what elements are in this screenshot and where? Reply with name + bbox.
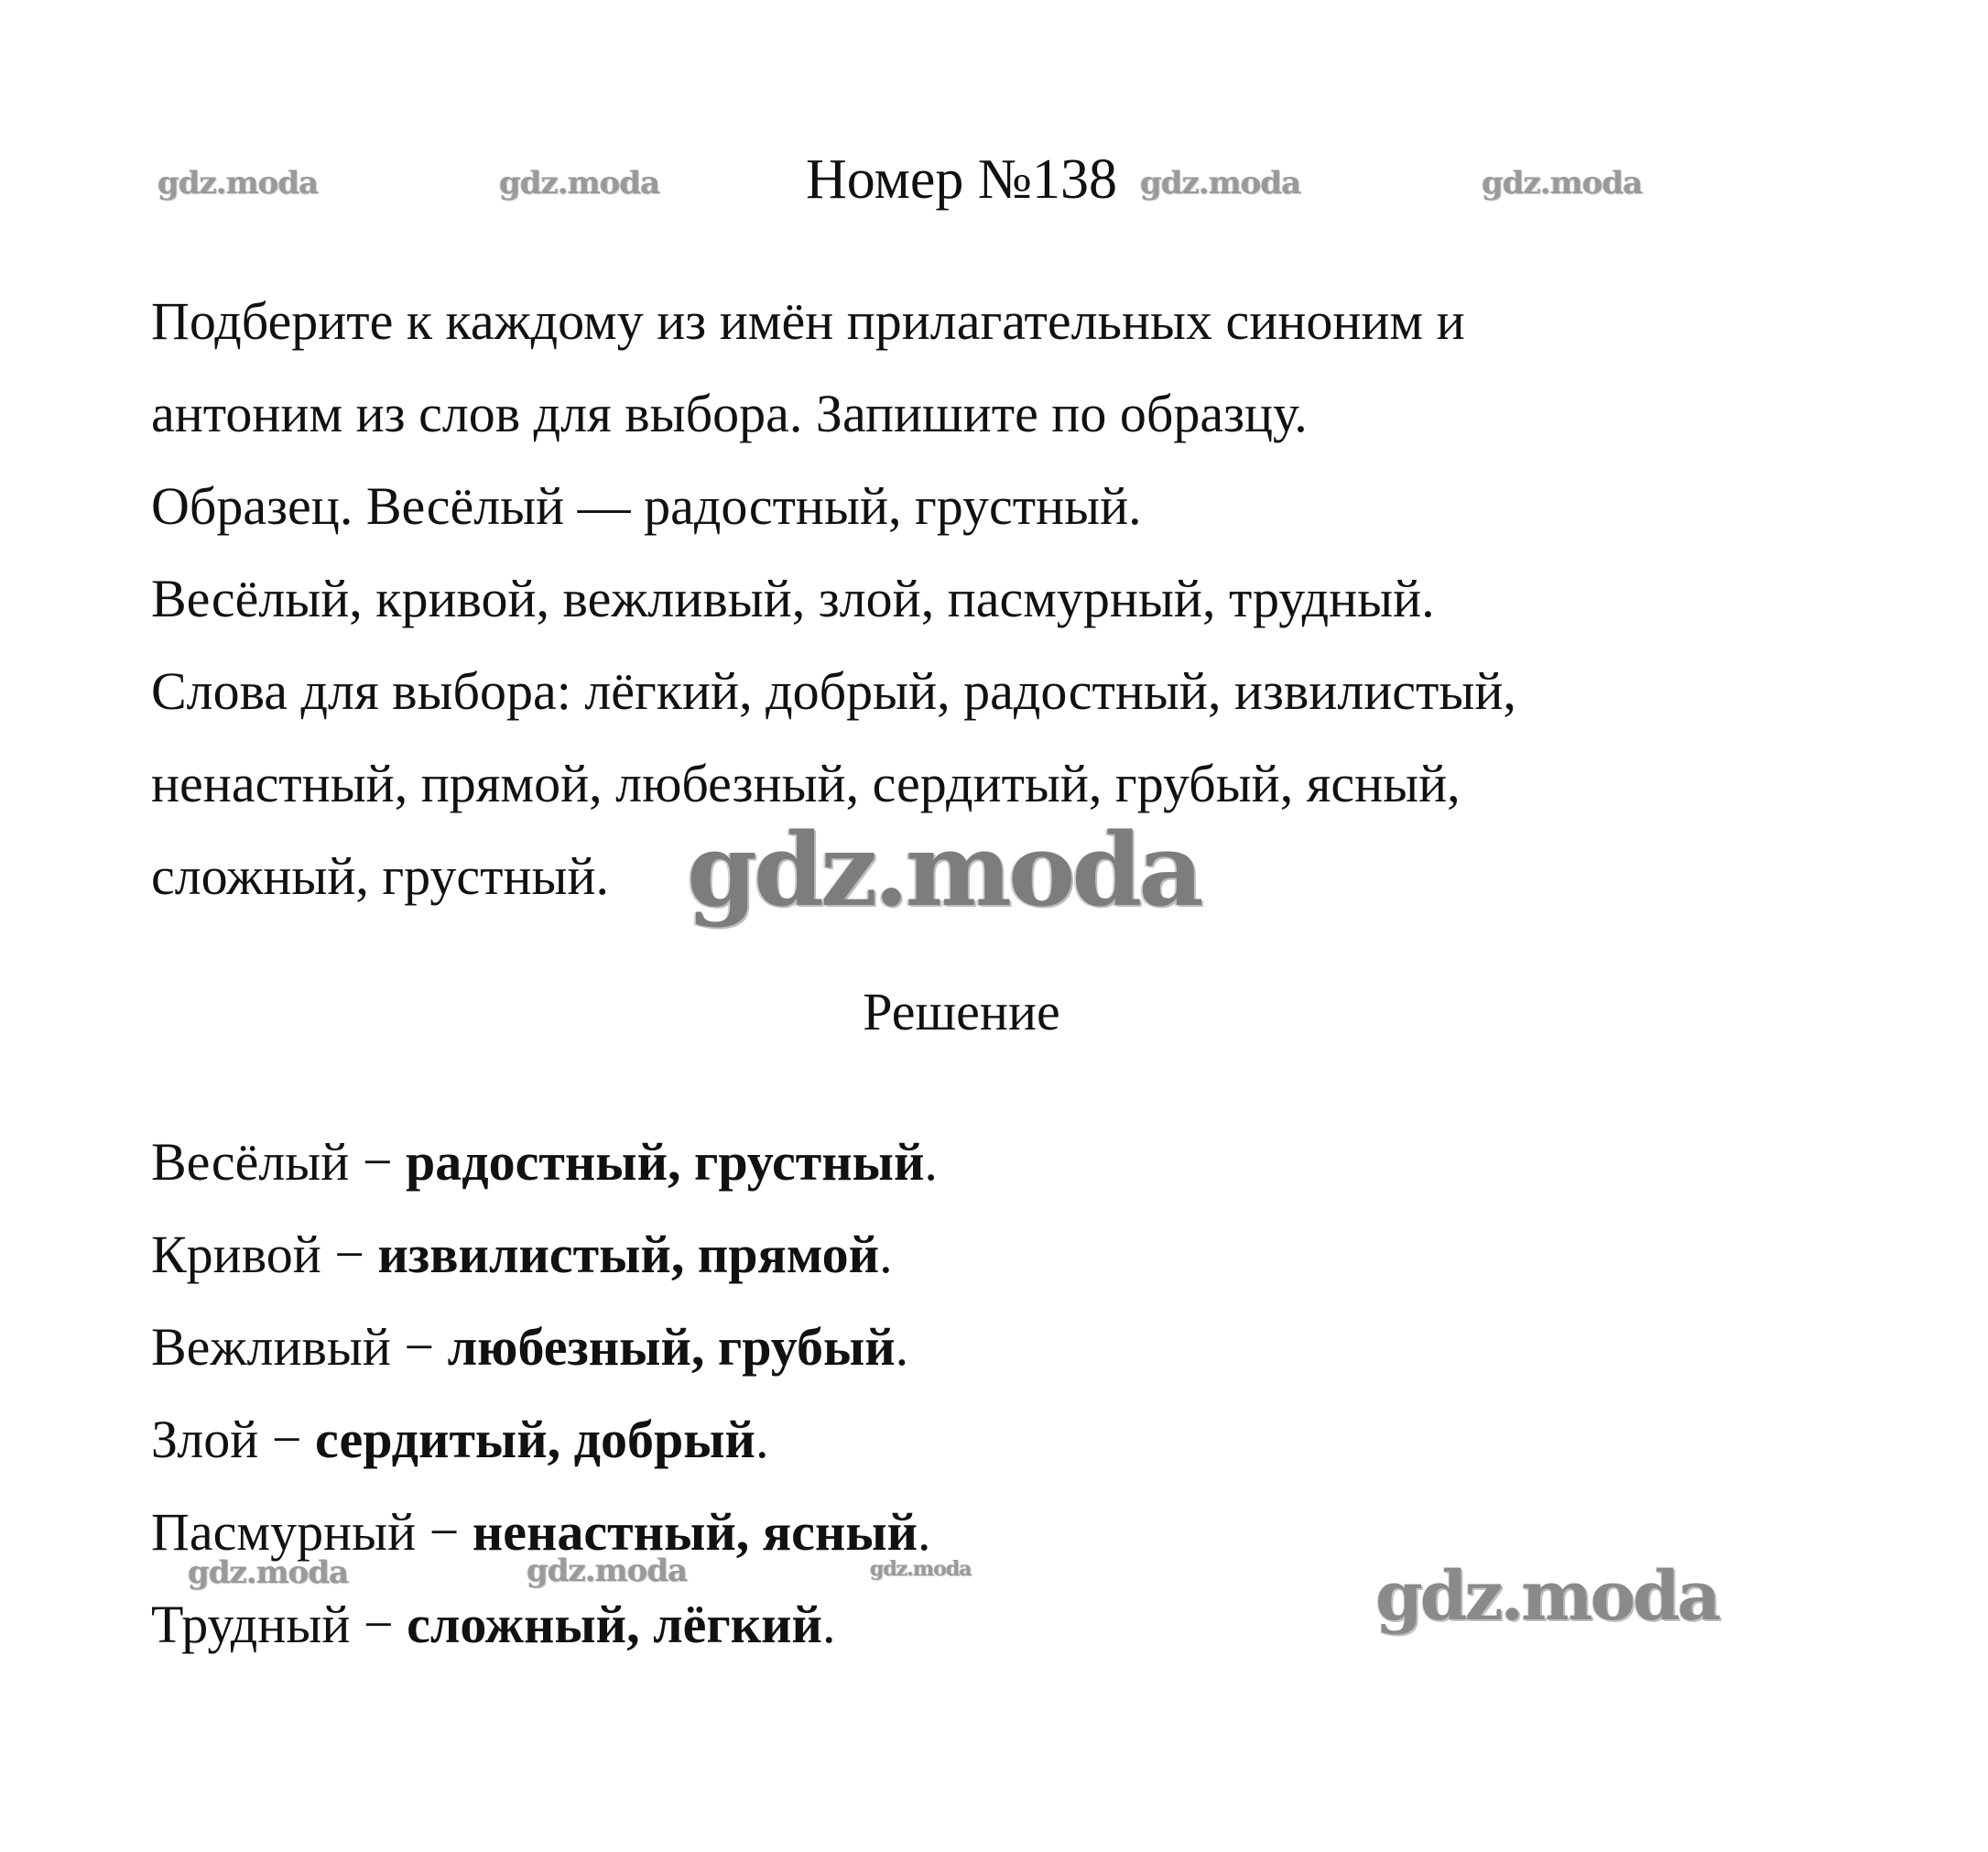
answer-dash: −: [320, 1225, 378, 1284]
answer-end: .: [918, 1502, 931, 1562]
watermark-logo: gdz.moda: [158, 165, 319, 202]
answer-pair: извилистый, прямой: [377, 1225, 880, 1284]
task-line: Слова для выбора: лёгкий, добрый, радостный, извилистый,: [151, 661, 1516, 721]
task-line: Образец. Весёлый — радостный, грустный.: [151, 476, 1142, 536]
answer-dash: −: [416, 1502, 473, 1562]
task-text: [151, 275, 1937, 922]
answers-list: [151, 1116, 1937, 1671]
answer-pair: ненастный, ясный: [472, 1502, 918, 1562]
answer-pair: любезный, грубый: [447, 1317, 896, 1377]
answer-dash: −: [350, 1595, 407, 1654]
answer-end: .: [895, 1317, 909, 1377]
answer-word: Трудный: [151, 1595, 351, 1654]
page-title: Номер №138: [805, 148, 1117, 211]
answer-end: .: [755, 1410, 769, 1469]
answer-end: .: [879, 1225, 893, 1284]
task-line: Подберите к каждому из имён прилагательных синоним и: [151, 291, 1465, 351]
answer-word: Кривой: [151, 1225, 321, 1284]
answer-line: [151, 1393, 1937, 1486]
answer-dash: −: [349, 1132, 407, 1192]
answer-word: Весёлый: [151, 1132, 350, 1192]
answer-line: [151, 1116, 1937, 1208]
answer-word: Злой: [151, 1410, 259, 1469]
answer-dash: −: [258, 1410, 315, 1469]
watermark-logo: gdz.moda: [1140, 165, 1301, 202]
answer-line: [151, 1301, 1937, 1393]
task-line: ненастный, прямой, любезный, сердитый, грубый, ясный,: [151, 754, 1461, 813]
answer-dash: −: [390, 1317, 448, 1377]
answer-line: [151, 1486, 1937, 1578]
task-line: Весёлый, кривой, вежливый, злой, пасмурный, трудный.: [151, 569, 1435, 628]
watermark-logo: gdz.moda: [1375, 1557, 1719, 1636]
watermark-logo: gdz.moda: [687, 811, 1200, 929]
answer-pair: сердитый, добрый: [315, 1410, 755, 1469]
watermark-logo: gdz.moda: [499, 165, 660, 202]
answer-pair: сложный, лёгкий: [407, 1595, 822, 1654]
task-line: сложный, грустный.: [151, 846, 610, 906]
answer-pair: радостный, грустный: [406, 1132, 925, 1192]
answer-line: [151, 1578, 1937, 1671]
watermark-logo: gdz.moda: [527, 1552, 688, 1589]
solution-heading: Решение: [863, 982, 1060, 1041]
answer-end: .: [821, 1595, 836, 1654]
answer-word: Вежливый: [151, 1317, 391, 1377]
watermark-logo: gdz.moda: [870, 1557, 972, 1581]
answer-word: Пасмурный: [151, 1502, 417, 1562]
answer-line: [151, 1208, 1937, 1301]
watermark-logo: gdz.moda: [1482, 165, 1643, 202]
answer-end: .: [924, 1132, 938, 1192]
watermark-logo: gdz.moda: [188, 1554, 349, 1591]
task-line: антоним из слов для выбора. Запишите по образцу.: [151, 384, 1308, 443]
